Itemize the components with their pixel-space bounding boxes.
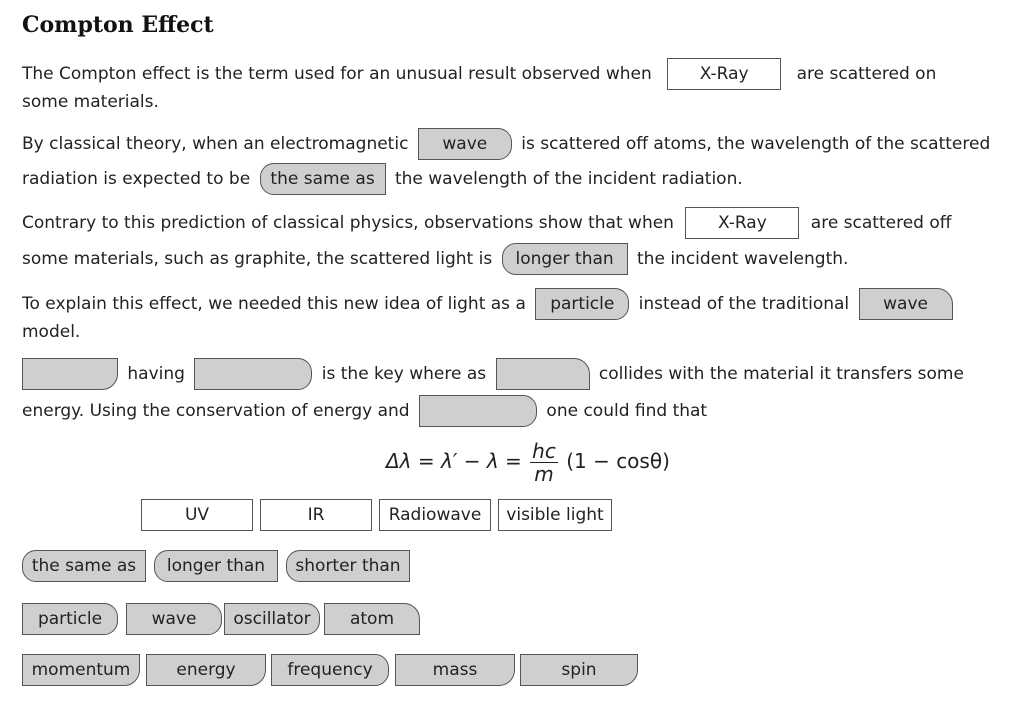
text: energy. Using the conservation of energy and (22, 401, 410, 421)
equation-fraction (530, 440, 558, 485)
paragraph-5-line-1 (22, 358, 964, 390)
text: radiation is expected to be (22, 169, 251, 189)
drop-slot-empty-3[interactable] (496, 358, 590, 390)
paragraph-4-line-2 (22, 320, 80, 344)
text: The Compton effect is the term used for an unusual result observed when (22, 64, 652, 84)
text: some materials, such as graphite, the scattered light is (22, 249, 493, 269)
text: are scattered off (810, 213, 952, 233)
answer-option[interactable]: the same as (22, 550, 146, 582)
drop-slot-radiation-1[interactable]: X-Ray (667, 58, 781, 90)
paragraph-2-line-1 (22, 128, 990, 160)
answer-option[interactable]: energy (146, 654, 266, 686)
text: some materials. (22, 92, 159, 112)
answer-option[interactable]: Radiowave (379, 499, 491, 531)
drop-slot-nature-2[interactable]: particle (535, 288, 629, 320)
answer-option[interactable]: frequency (271, 654, 389, 686)
paragraph-1-line-2 (22, 90, 159, 114)
drop-slot-radiation-2[interactable]: X-Ray (685, 207, 799, 239)
text: are scattered on (796, 64, 937, 84)
answer-option[interactable]: atom (324, 603, 420, 635)
text: Contrary to this prediction of classical physics, observations show that when (22, 213, 674, 233)
paragraph-2-line-2 (22, 163, 743, 195)
drop-slot-empty-2[interactable] (194, 358, 312, 390)
answer-option[interactable]: mass (395, 654, 515, 686)
answer-option[interactable]: visible light (498, 499, 612, 531)
page-title: Compton Effect (22, 12, 214, 38)
answer-option[interactable]: shorter than (286, 550, 410, 582)
text: is the key where as (321, 364, 487, 384)
text: one could find that (546, 401, 708, 421)
answer-option[interactable]: momentum (22, 654, 140, 686)
paragraph-4-line-1 (22, 288, 957, 320)
text: the incident wavelength. (637, 249, 849, 269)
paragraph-5-line-2 (22, 395, 707, 427)
drop-slot-nature-1[interactable]: wave (418, 128, 512, 160)
answer-option[interactable]: longer than (154, 550, 278, 582)
text: the wavelength of the incident radiation. (394, 169, 743, 189)
answer-option[interactable]: IR (260, 499, 372, 531)
answer-option[interactable]: wave (126, 603, 222, 635)
equation-rhs: (1 − cosθ) (566, 449, 670, 473)
equation-denominator: m (534, 462, 554, 486)
text: By classical theory, when an electromagnetic (22, 134, 409, 154)
answer-option[interactable]: spin (520, 654, 638, 686)
text: To explain this effect, we needed this new idea of light as a (22, 294, 526, 314)
text: collides with the material it transfers some (598, 364, 964, 384)
text: is scattered off atoms, the wavelength of the scattered (521, 134, 991, 154)
paragraph-3-line-2 (22, 243, 848, 275)
text: having (127, 364, 185, 384)
drop-slot-comparison-1[interactable]: the same as (260, 163, 386, 195)
drop-slot-nature-3[interactable]: wave (859, 288, 953, 320)
drop-slot-comparison-2[interactable]: longer than (502, 243, 628, 275)
answer-option[interactable]: oscillator (224, 603, 320, 635)
paragraph-1-line-1 (22, 58, 936, 90)
equation-lhs: Δλ = λ′ − λ = (386, 449, 522, 473)
drop-slot-empty-1[interactable] (22, 358, 118, 390)
equation-numerator: hc (532, 439, 556, 463)
paragraph-3-line-1 (22, 207, 951, 239)
drop-slot-empty-4[interactable] (419, 395, 537, 427)
compton-equation (386, 440, 670, 485)
answer-option[interactable]: particle (22, 603, 118, 635)
text: model. (22, 322, 81, 342)
answer-option[interactable]: UV (141, 499, 253, 531)
text: instead of the traditional (638, 294, 850, 314)
